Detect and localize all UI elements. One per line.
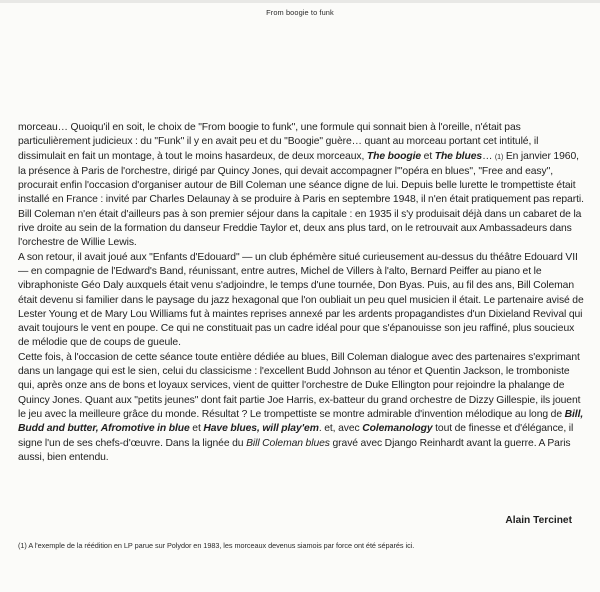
track-title: Colemanology (362, 423, 433, 435)
track-title: Bill, Budd and butter, Afromotive in blue (18, 408, 584, 435)
paragraph-3 (18, 351, 584, 465)
text-segment: A son retour, il avait joué aux "Enfants d'Edouard" — un club éphémère situé curieusement au-dessus du théâtre Edouard VII — en compagnie de l'Edward's Band, réunissant, entre autres, Michel de Villers à l'alto, Bernard Peiffer au piano et le vibraphoniste Géo Daly auxquels était venu s'adjoindre, le temps d'une tournée, Don Byas. Puis, au fil des ans, Bill Coleman était devenu si familier dans le paysage du jazz hexagonal que l'on oubliait un peu quel musicien il était. Le partenaire avisé de Lester Young et de Mary Lou Williams fut à maintes reprises annexé par les ardents propagandistes d'un Dixieland Revival qui avait toujours le vent en poupe. Ce qui ne constituait pas un cadre idéal pour que s'épanouisse son jeu raffiné, plus soucieux de mélodie que de coups de gueule. (18, 251, 584, 349)
track-title: The blues (434, 150, 483, 162)
paragraph-2 (18, 251, 584, 351)
track-title: Bill Coleman blues (246, 437, 330, 449)
footnote-reference: (1) (494, 153, 504, 161)
article-body (18, 121, 584, 465)
author-signature: Alain Tercinet (505, 515, 572, 526)
track-title: Have blues, will play'em (203, 423, 319, 435)
text-segment: et (189, 423, 204, 435)
footnote: (1) A l'exemple de la réédition en LP parue sur Polydor en 1983, les morceaux devenus siamois par force ont été séparés ici. (18, 541, 415, 550)
text-segment: … (482, 150, 495, 162)
text-segment: Cette fois, à l'occasion de cette séance toute entière dédiée au blues, Bill Coleman dialogue avec des partenaires s'exprimant dans un langage qui est le sien, celui du classicisme : l'excellent Budd Johnson au ténor et Quentin Jackson, le tromboniste qui, après onze ans de bons et loyaux services, vient de quitter l'orchestre de Duke Ellington pour rejoindre la phalange de Quincy Jones. Quant aux "petits jeunes" dont fait partie Joe Harris, ex-batteur du grand orchestre de Dizzy Gillespie, ils jouent le jeu avec la meilleure grâce du monde. Résultat ? Le trompettiste se montre admirable d'invention mélodique au long de (18, 351, 581, 420)
track-title: The boogie (366, 150, 422, 162)
text-segment: . et, avec (318, 423, 363, 435)
text-segment: gravé avec Django Reinhardt avant la guerre. A Paris aussi, bien entendu. (18, 437, 571, 463)
paragraph-1 (18, 121, 584, 251)
text-segment: tout de finesse et d'élégance, il signe l'un de ses chefs-d'œuvre. Dans la lignée du (18, 423, 574, 449)
text-segment: morceau… Quoiqu'il en soit, le choix de "From boogie to funk", une formule qui sonnait bien à l'oreille, n'était pas particulièrement judicieux : du "Funk" il y en avait peu et du "Boogie" guère… quant au morceau portant cet intitulé, il dissimulait en fait un montage, à tout le moins hasardeux, de deux morceaux, (18, 122, 539, 162)
text-segment: et (421, 150, 435, 162)
text-segment: En janvier 1960, la présence à Paris de l'orchestre, dirigé par Quincy Jones, qui devait accompagner l'"opéra en blues", "Free and easy", procurait enfin l'occasion d'organiser autour de Bill Coleman une séance digne de lui. Depuis belle lurette le trompettiste était installé en France : invité par Charles Delaunay à se produire à Paris en septembre 1948, il n'en était pratiquement pas reparti. Bill Coleman n'en était d'ailleurs pas à son premier séjour dans la capitale : en 1935 il s'y produisait déjà dans un cabaret de la rive droite au sein de la formation du danseur Freddie Taylor et, deux ans plus tard, on le retrouvait aux Ambassadeurs dans l'orchestre de Willie Lewis. (18, 150, 584, 249)
page-top-edge (0, 0, 600, 3)
running-head: From boogie to funk (266, 8, 334, 17)
